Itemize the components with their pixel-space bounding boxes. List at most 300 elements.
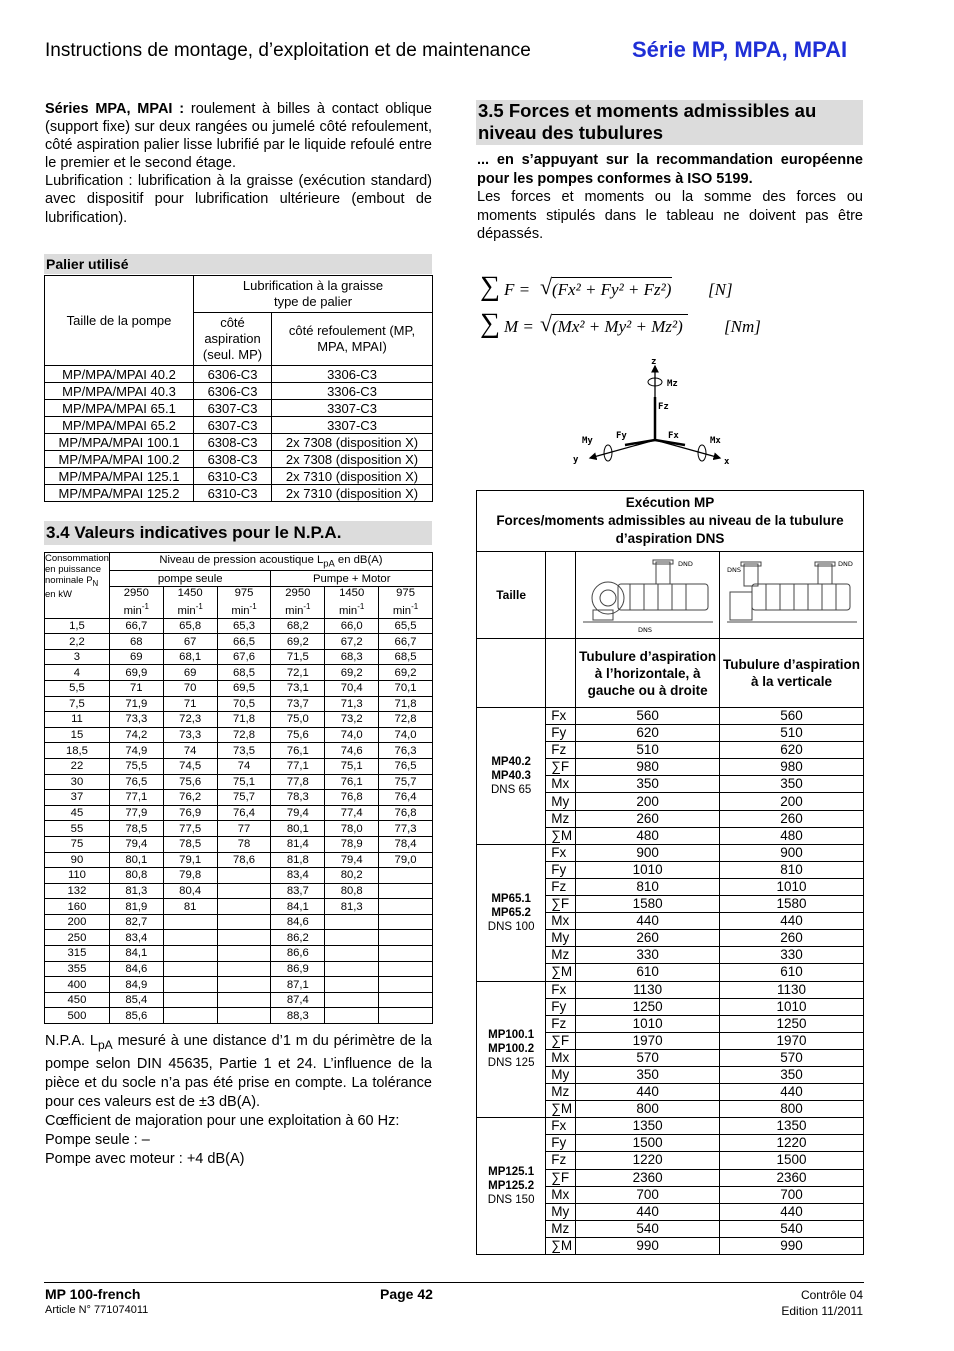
- npa-cell-level: 71,3: [325, 696, 379, 712]
- palier-col-lub-line2: type de palier: [273, 294, 353, 309]
- npa-cell-level: 83,7: [271, 883, 325, 899]
- npa-cell-level: 75,7: [217, 790, 271, 806]
- npa-speed-cell: [325, 586, 379, 618]
- mp-var-label: Mz: [546, 810, 576, 827]
- npa-cell-level: 85,6: [109, 1008, 163, 1024]
- mp-size-dns: DNS 100: [487, 920, 535, 933]
- npa-row: [45, 821, 433, 837]
- npa-level-post: en dB(A): [334, 554, 383, 566]
- npa-cell-level: 76,5: [379, 758, 433, 774]
- npa-cell-power: 160: [45, 899, 110, 915]
- mp-value-horizontal: 610: [576, 964, 720, 981]
- mp-value-vertical: 480: [720, 827, 864, 844]
- mp-size-name1: MP100.1: [488, 1029, 535, 1042]
- img2-dns-label: DNS: [726, 566, 741, 574]
- npa-cell-level: 66,5: [217, 634, 271, 650]
- mp-value-vertical: 700: [720, 1186, 864, 1203]
- npa-cell-level: 65,3: [217, 618, 271, 634]
- npa-cell-level: 78,4: [379, 836, 433, 852]
- npa-row: [45, 634, 433, 650]
- mp-var-label: ∑M: [546, 827, 576, 844]
- palier-cell-size: MP/MPA/MPAI 100.1: [45, 434, 194, 451]
- mp-var-label: Mz: [546, 1220, 576, 1237]
- note-npa-text: mesuré à une distance d’1 m du périmètre de la pompe selon DIN 45635, Partie 1 et 24. L’influence de la pièce et du socle n’a pas été prise en compte. La tolérance pour ces valeurs est de ±3 dB(A).: [45, 1033, 433, 1110]
- palier-cell-asp: 6308-C3: [194, 451, 272, 468]
- npa-cell-level: 67: [163, 634, 217, 650]
- npa-cell-level: [379, 977, 433, 993]
- npa-speed-cell: [271, 586, 325, 618]
- mp-value-vertical: 1970: [720, 1032, 864, 1049]
- npa-cell-level: 68,1: [163, 649, 217, 665]
- mp-value-horizontal: 1350: [576, 1118, 720, 1135]
- npa-speed-value: 2950: [285, 586, 311, 599]
- mp-var-label: My: [546, 1066, 576, 1083]
- mp-value-horizontal: 480: [576, 827, 720, 844]
- npa-cell-level: 87,1: [271, 977, 325, 993]
- label-fx: Fx: [668, 431, 679, 441]
- npa-cell-power: 450: [45, 992, 110, 1008]
- npa-row: [45, 618, 433, 634]
- npa-cell-level: 77,4: [325, 805, 379, 821]
- npa-cell-level: 69: [163, 665, 217, 681]
- npa-cell-level: [379, 961, 433, 977]
- mp-value-vertical: 1010: [720, 998, 864, 1015]
- npa-cell-level: 76,1: [325, 774, 379, 790]
- mp-var-label: Fx: [546, 708, 576, 725]
- npa-cell-level: 80,4: [163, 883, 217, 899]
- npa-cell-level: [217, 977, 271, 993]
- mp-value-horizontal: 260: [576, 810, 720, 827]
- npa-cell-level: 74,9: [109, 743, 163, 759]
- npa-speed-unit: min: [231, 604, 250, 617]
- npa-speed-value: 1450: [339, 586, 365, 599]
- npa-speed-value: 2950: [123, 586, 149, 599]
- mp-size-group: [477, 1118, 546, 1255]
- npa-cell-level: 69,2: [379, 665, 433, 681]
- npa-cell-level: 79,8: [163, 868, 217, 884]
- npa-cell-level: 81,3: [325, 899, 379, 915]
- mp-var-label: ∑F: [546, 1169, 576, 1186]
- npa-cell-level: 78,3: [271, 790, 325, 806]
- npa-cell-power: 110: [45, 868, 110, 884]
- npa-cell-level: 86,2: [271, 930, 325, 946]
- mp-var-label: Fz: [546, 742, 576, 759]
- palier-row: [45, 400, 433, 417]
- npa-cell-level: [379, 930, 433, 946]
- mp-var-label: Fy: [546, 861, 576, 878]
- mp-value-horizontal: 810: [576, 878, 720, 895]
- sqrt-bar-f: [552, 277, 672, 278]
- npa-cell-level: 76,4: [217, 805, 271, 821]
- npa-cell-power: 4: [45, 665, 110, 681]
- npa-cell-level: [325, 1008, 379, 1024]
- mp-value-vertical: 810: [720, 861, 864, 878]
- npa-cell-level: 74: [217, 758, 271, 774]
- npa-row: [45, 899, 433, 915]
- npa-cell-level: 79,1: [163, 852, 217, 868]
- npa-cell-level: 78,6: [217, 852, 271, 868]
- npa-cell-level: 85,4: [109, 992, 163, 1008]
- npa-cell-power: 37: [45, 790, 110, 806]
- npa-cell-level: 69,5: [217, 680, 271, 696]
- mp-value-vertical: 2360: [720, 1169, 864, 1186]
- palier-col-ref: côté refoulement (MP, MPA, MPAI): [272, 313, 433, 366]
- mp-value-vertical: 610: [720, 964, 864, 981]
- npa-cell-power: 3: [45, 649, 110, 665]
- npa-cell-level: 68,5: [379, 649, 433, 665]
- npa-cell-level: 83,4: [109, 930, 163, 946]
- npa-cell-level: 74,0: [379, 727, 433, 743]
- formula-f-lhs: F =: [504, 280, 531, 299]
- palier-row: [45, 451, 433, 468]
- palier-cell-ref: 2x 7310 (disposition X): [272, 468, 433, 485]
- npa-cell-level: 84,6: [109, 961, 163, 977]
- mp-value-vertical: 350: [720, 776, 864, 793]
- npa-cell-level: 68,3: [325, 649, 379, 665]
- mp-var-label: Mx: [546, 1186, 576, 1203]
- mp-rows: [477, 708, 864, 1255]
- npa-row: [45, 961, 433, 977]
- npa-row: [45, 743, 433, 759]
- npa-cell-level: 78,5: [163, 836, 217, 852]
- mp-var-label: Mx: [546, 776, 576, 793]
- npa-cell-level: 71: [163, 696, 217, 712]
- npa-cell-level: 75,1: [217, 774, 271, 790]
- npa-cell-level: 75,5: [109, 758, 163, 774]
- npa-cell-level: 84,9: [109, 977, 163, 993]
- npa-cell-level: [379, 1008, 433, 1024]
- mp-value-vertical: 440: [720, 1203, 864, 1220]
- npa-cell-level: 76,9: [163, 805, 217, 821]
- npa-speed-exp: -1: [249, 601, 257, 611]
- npa-cell-level: 80,8: [109, 868, 163, 884]
- npa-col-level: [109, 553, 432, 571]
- forces-intro-text: Les forces et moments ou la somme des forces ou moments stipulés dans le tableau ne doivent pas être dépassés.: [477, 189, 863, 242]
- mp-value-horizontal: 350: [576, 1066, 720, 1083]
- mp-col-horizontal: Tubulure d’aspiration à l’horizontale, à gauche ou à droite: [576, 639, 720, 708]
- mp-value-horizontal: 1010: [576, 861, 720, 878]
- npa-speed-cell: [379, 586, 433, 618]
- palier-col-asp: côté aspiration (seul. MP): [194, 313, 272, 366]
- npa-cell-level: 81,8: [271, 852, 325, 868]
- forces-intro-bold: ... en s’appuyant sur la recommandation européenne pour les pompes conformes à ISO 5199.: [477, 152, 863, 187]
- palier-col-lub: [194, 276, 433, 313]
- npa-cell-level: [163, 992, 217, 1008]
- npa-cell-level: 69: [109, 649, 163, 665]
- footer-control: Contrôle 04: [800, 1288, 863, 1302]
- npa-cell-level: [325, 961, 379, 977]
- npa-cell-level: 75,6: [163, 774, 217, 790]
- npa-cell-level: 73,1: [271, 680, 325, 696]
- palier-cell-ref: 3306-C3: [272, 366, 433, 383]
- palier-col-lub-line1: Lubrification à la graisse: [242, 278, 384, 293]
- npa-cell-level: 86,6: [271, 946, 325, 962]
- npa-cell-level: 76,8: [379, 805, 433, 821]
- document-title: Instructions de montage, d’exploitation et de maintenance: [45, 40, 531, 61]
- npa-cell-power: 55: [45, 821, 110, 837]
- npa-cell-level: 78: [217, 836, 271, 852]
- npa-cell-level: 77,9: [109, 805, 163, 821]
- note-npa-label: N.P.A. L: [45, 1033, 98, 1049]
- note-npa-sub: pA: [97, 1037, 113, 1052]
- npa-cell-level: 70,5: [217, 696, 271, 712]
- npa-cell-level: 86,9: [271, 961, 325, 977]
- label-y: y: [573, 455, 579, 465]
- npa-cell-level: [379, 899, 433, 915]
- npa-cell-level: 80,2: [325, 868, 379, 884]
- sum-symbol-f: ∑: [480, 271, 500, 302]
- palier-row: [45, 383, 433, 400]
- mp-var-label: Fz: [546, 1015, 576, 1032]
- npa-cell-level: 73,2: [325, 712, 379, 728]
- npa-cell-power: 400: [45, 977, 110, 993]
- npa-cell-level: 77,8: [271, 774, 325, 790]
- npa-note-60hz: Cœfficient de majoration pour une exploitation à 60 Hz:: [45, 1112, 400, 1129]
- npa-cell-level: 76,3: [379, 743, 433, 759]
- mp-value-vertical: 260: [720, 930, 864, 947]
- npa-cell-level: 77,3: [379, 821, 433, 837]
- axes-diagram: [570, 352, 740, 467]
- label-mz: Mz: [667, 379, 678, 389]
- npa-row: [45, 774, 433, 790]
- npa-cell-level: 70,1: [379, 680, 433, 696]
- npa-cell-level: 73,7: [271, 696, 325, 712]
- palier-col-size: Taille de la pompe: [45, 276, 194, 366]
- mp-size-name1: MP65.1: [491, 892, 531, 905]
- palier-table: [44, 275, 433, 502]
- sqrt-symbol-m: √: [540, 311, 553, 336]
- npa-note-pump-motor: Pompe avec moteur : +4 dB(A): [45, 1150, 245, 1167]
- npa-cell-level: 72,3: [163, 712, 217, 728]
- npa-speed-unit: min: [285, 604, 304, 617]
- npa-cell-level: 65,5: [379, 618, 433, 634]
- npa-cell-level: 66,7: [109, 618, 163, 634]
- palier-cell-ref: 2x 7308 (disposition X): [272, 434, 433, 451]
- mp-var-label: Mx: [546, 1049, 576, 1066]
- npa-row: [45, 805, 433, 821]
- npa-cell-level: 84,1: [271, 899, 325, 915]
- npa-col-power-label: Consommation en puissance nominale P: [45, 553, 109, 586]
- npa-table: [44, 552, 433, 1024]
- npa-speed-exp: -1: [411, 601, 419, 611]
- npa-cell-level: 76,1: [271, 743, 325, 759]
- mp-var-label: Mx: [546, 913, 576, 930]
- npa-cell-level: [217, 961, 271, 977]
- npa-rows: [45, 618, 433, 1023]
- npa-cell-level: 74,5: [163, 758, 217, 774]
- palier-row: [45, 434, 433, 451]
- npa-cell-level: 81,4: [271, 836, 325, 852]
- mp-value-vertical: 540: [720, 1220, 864, 1237]
- npa-cell-level: 84,6: [271, 914, 325, 930]
- npa-cell-level: [163, 1008, 217, 1024]
- mp-value-vertical: 570: [720, 1049, 864, 1066]
- npa-cell-level: 71,8: [217, 712, 271, 728]
- npa-notes: [45, 1032, 432, 1169]
- bearing-text: roulement à billes à contact oblique (support fixe) sur deux rangées ou jumelé côté refoulement, côté aspiration palier lisse lubrifié par le liquide refoulé entre le premier et le second étage.: [45, 101, 432, 172]
- sum-symbol-m: ∑: [480, 308, 500, 339]
- npa-cell-level: 77,5: [163, 821, 217, 837]
- npa-level-pre: Niveau de pression acoustique L: [159, 554, 324, 566]
- img1-dns-label: DNS: [637, 626, 652, 634]
- npa-row: [45, 712, 433, 728]
- npa-cell-level: 79,4: [109, 836, 163, 852]
- formula-f-unit: [N]: [708, 280, 733, 299]
- mp-size-dns: DNS 150: [487, 1194, 535, 1207]
- mp-size-name2: MP125.2: [488, 1180, 535, 1193]
- mp-value-horizontal: 900: [576, 844, 720, 861]
- mp-var-label: Fz: [546, 878, 576, 895]
- sqrt-bar-m: [552, 314, 688, 315]
- mp-value-horizontal: 1250: [576, 998, 720, 1015]
- pump-horizontal-drawing: [578, 552, 718, 634]
- mp-value-horizontal: 700: [576, 1186, 720, 1203]
- mp-var-label: My: [546, 1203, 576, 1220]
- mp-var-label: ∑F: [546, 896, 576, 913]
- mp-value-horizontal: 1010: [576, 1015, 720, 1032]
- npa-cell-level: 82,7: [109, 914, 163, 930]
- npa-cell-power: 355: [45, 961, 110, 977]
- mp-value-horizontal: 330: [576, 947, 720, 964]
- mp-value-vertical: 980: [720, 759, 864, 776]
- series-title: Série MP, MPA, MPAI: [632, 37, 848, 62]
- npa-row: [45, 680, 433, 696]
- npa-row: [45, 790, 433, 806]
- mp-value-vertical: 900: [720, 844, 864, 861]
- npa-row: [45, 946, 433, 962]
- npa-row: [45, 868, 433, 884]
- npa-cell-level: 88,3: [271, 1008, 325, 1024]
- npa-cell-level: 74,2: [109, 727, 163, 743]
- footer-rule: [44, 1282, 864, 1283]
- mp-value-vertical: 620: [720, 742, 864, 759]
- npa-row: [45, 836, 433, 852]
- palier-cell-size: MP/MPA/MPAI 40.3: [45, 383, 194, 400]
- npa-cell-level: 68: [109, 634, 163, 650]
- npa-cell-level: [379, 914, 433, 930]
- label-fy: Fy: [616, 431, 627, 441]
- npa-cell-level: [379, 946, 433, 962]
- npa-row: [45, 727, 433, 743]
- palier-cell-ref: 3307-C3: [272, 400, 433, 417]
- mp-row: [477, 1118, 864, 1135]
- npa-speed-exp: -1: [195, 601, 203, 611]
- npa-speed-value: 975: [234, 586, 254, 599]
- mp-forces-table: [476, 490, 864, 1255]
- npa-cell-level: 74,6: [325, 743, 379, 759]
- mp-var-label: ∑F: [546, 1032, 576, 1049]
- npa-cell-level: [163, 930, 217, 946]
- npa-cell-level: [325, 977, 379, 993]
- npa-row: [45, 665, 433, 681]
- palier-cell-asp: 6307-C3: [194, 417, 272, 434]
- mp-value-horizontal: 350: [576, 776, 720, 793]
- npa-cell-power: 15: [45, 727, 110, 743]
- npa-cell-level: 71,9: [109, 696, 163, 712]
- npa-group-pump: pompe seule: [109, 571, 271, 587]
- npa-cell-level: [217, 899, 271, 915]
- formula-m-rhs: (Mx² + My² + Mz²): [552, 317, 683, 336]
- mp-value-vertical: 330: [720, 947, 864, 964]
- mp-value-vertical: 350: [720, 1066, 864, 1083]
- mp-value-vertical: 200: [720, 793, 864, 810]
- palier-cell-asp: 6310-C3: [194, 468, 272, 485]
- mp-size-name2: MP65.2: [491, 906, 531, 919]
- npa-speed-cell: [163, 586, 217, 618]
- palier-cell-asp: 6306-C3: [194, 366, 272, 383]
- bearing-series-label: Séries MPA, MPAI :: [45, 101, 185, 117]
- mp-value-horizontal: 1220: [576, 1152, 720, 1169]
- npa-cell-level: 69,9: [109, 665, 163, 681]
- npa-row: [45, 758, 433, 774]
- mp-var-label: My: [546, 930, 576, 947]
- npa-cell-level: [379, 883, 433, 899]
- palier-heading: Palier utilisé: [44, 254, 432, 274]
- palier-row: [45, 366, 433, 383]
- npa-cell-level: 84,1: [109, 946, 163, 962]
- formula-m-lhs: M =: [504, 317, 534, 336]
- npa-cell-level: 75,0: [271, 712, 325, 728]
- npa-cell-level: 79,0: [379, 852, 433, 868]
- npa-col-power-sub: N: [92, 578, 99, 588]
- npa-cell-level: [163, 961, 217, 977]
- npa-cell-level: [325, 930, 379, 946]
- mp-value-vertical: 1580: [720, 896, 864, 913]
- lubrication-paragraph: Lubrification : lubrification à la graisse (exécution standard) avec dispositif pour lubrification ultérieure (embout de lubrification).: [45, 173, 432, 226]
- mp-var-label: Fx: [546, 1118, 576, 1135]
- mp-value-horizontal: 440: [576, 1203, 720, 1220]
- mp-row: [477, 708, 864, 725]
- npa-cell-power: 132: [45, 883, 110, 899]
- npa-cell-level: 76,5: [109, 774, 163, 790]
- npa-cell-level: 70: [163, 680, 217, 696]
- npa-cell-level: [325, 992, 379, 1008]
- npa-level-sub: pA: [323, 557, 335, 569]
- npa-cell-level: 76,8: [325, 790, 379, 806]
- npa-cell-power: 5,5: [45, 680, 110, 696]
- mp-value-vertical: 440: [720, 913, 864, 930]
- npa-cell-level: [379, 992, 433, 1008]
- npa-cell-power: 315: [45, 946, 110, 962]
- npa-cell-level: 67,2: [325, 634, 379, 650]
- npa-cell-level: 73,3: [109, 712, 163, 728]
- mp-var-label: Fx: [546, 844, 576, 861]
- mp-var-label: ∑M: [546, 964, 576, 981]
- palier-cell-asp: 6308-C3: [194, 434, 272, 451]
- mp-size-group: [477, 844, 546, 981]
- npa-row: [45, 914, 433, 930]
- mp-value-vertical: 560: [720, 708, 864, 725]
- mp-value-vertical: 510: [720, 725, 864, 742]
- npa-cell-power: 7,5: [45, 696, 110, 712]
- bearing-paragraph: [45, 100, 432, 172]
- forces-intro: [477, 151, 863, 244]
- npa-speed-exp: -1: [357, 601, 365, 611]
- mp-title-line2: Forces/moments admissibles au niveau de la tubulure d’aspiration DNS: [496, 513, 844, 546]
- npa-cell-level: 73,3: [163, 727, 217, 743]
- npa-row: [45, 696, 433, 712]
- mp-value-vertical: 1130: [720, 981, 864, 998]
- bearing-description: [45, 100, 432, 227]
- mp-value-horizontal: 440: [576, 913, 720, 930]
- npa-speed-unit: min: [339, 604, 358, 617]
- mp-value-horizontal: 570: [576, 1049, 720, 1066]
- mp-var-label: Fx: [546, 981, 576, 998]
- mp-subheader-blank1: [477, 639, 546, 708]
- sqrt-symbol-f: √: [540, 274, 553, 299]
- palier-cell-size: MP/MPA/MPAI 65.1: [45, 400, 194, 417]
- npa-cell-power: 11: [45, 712, 110, 728]
